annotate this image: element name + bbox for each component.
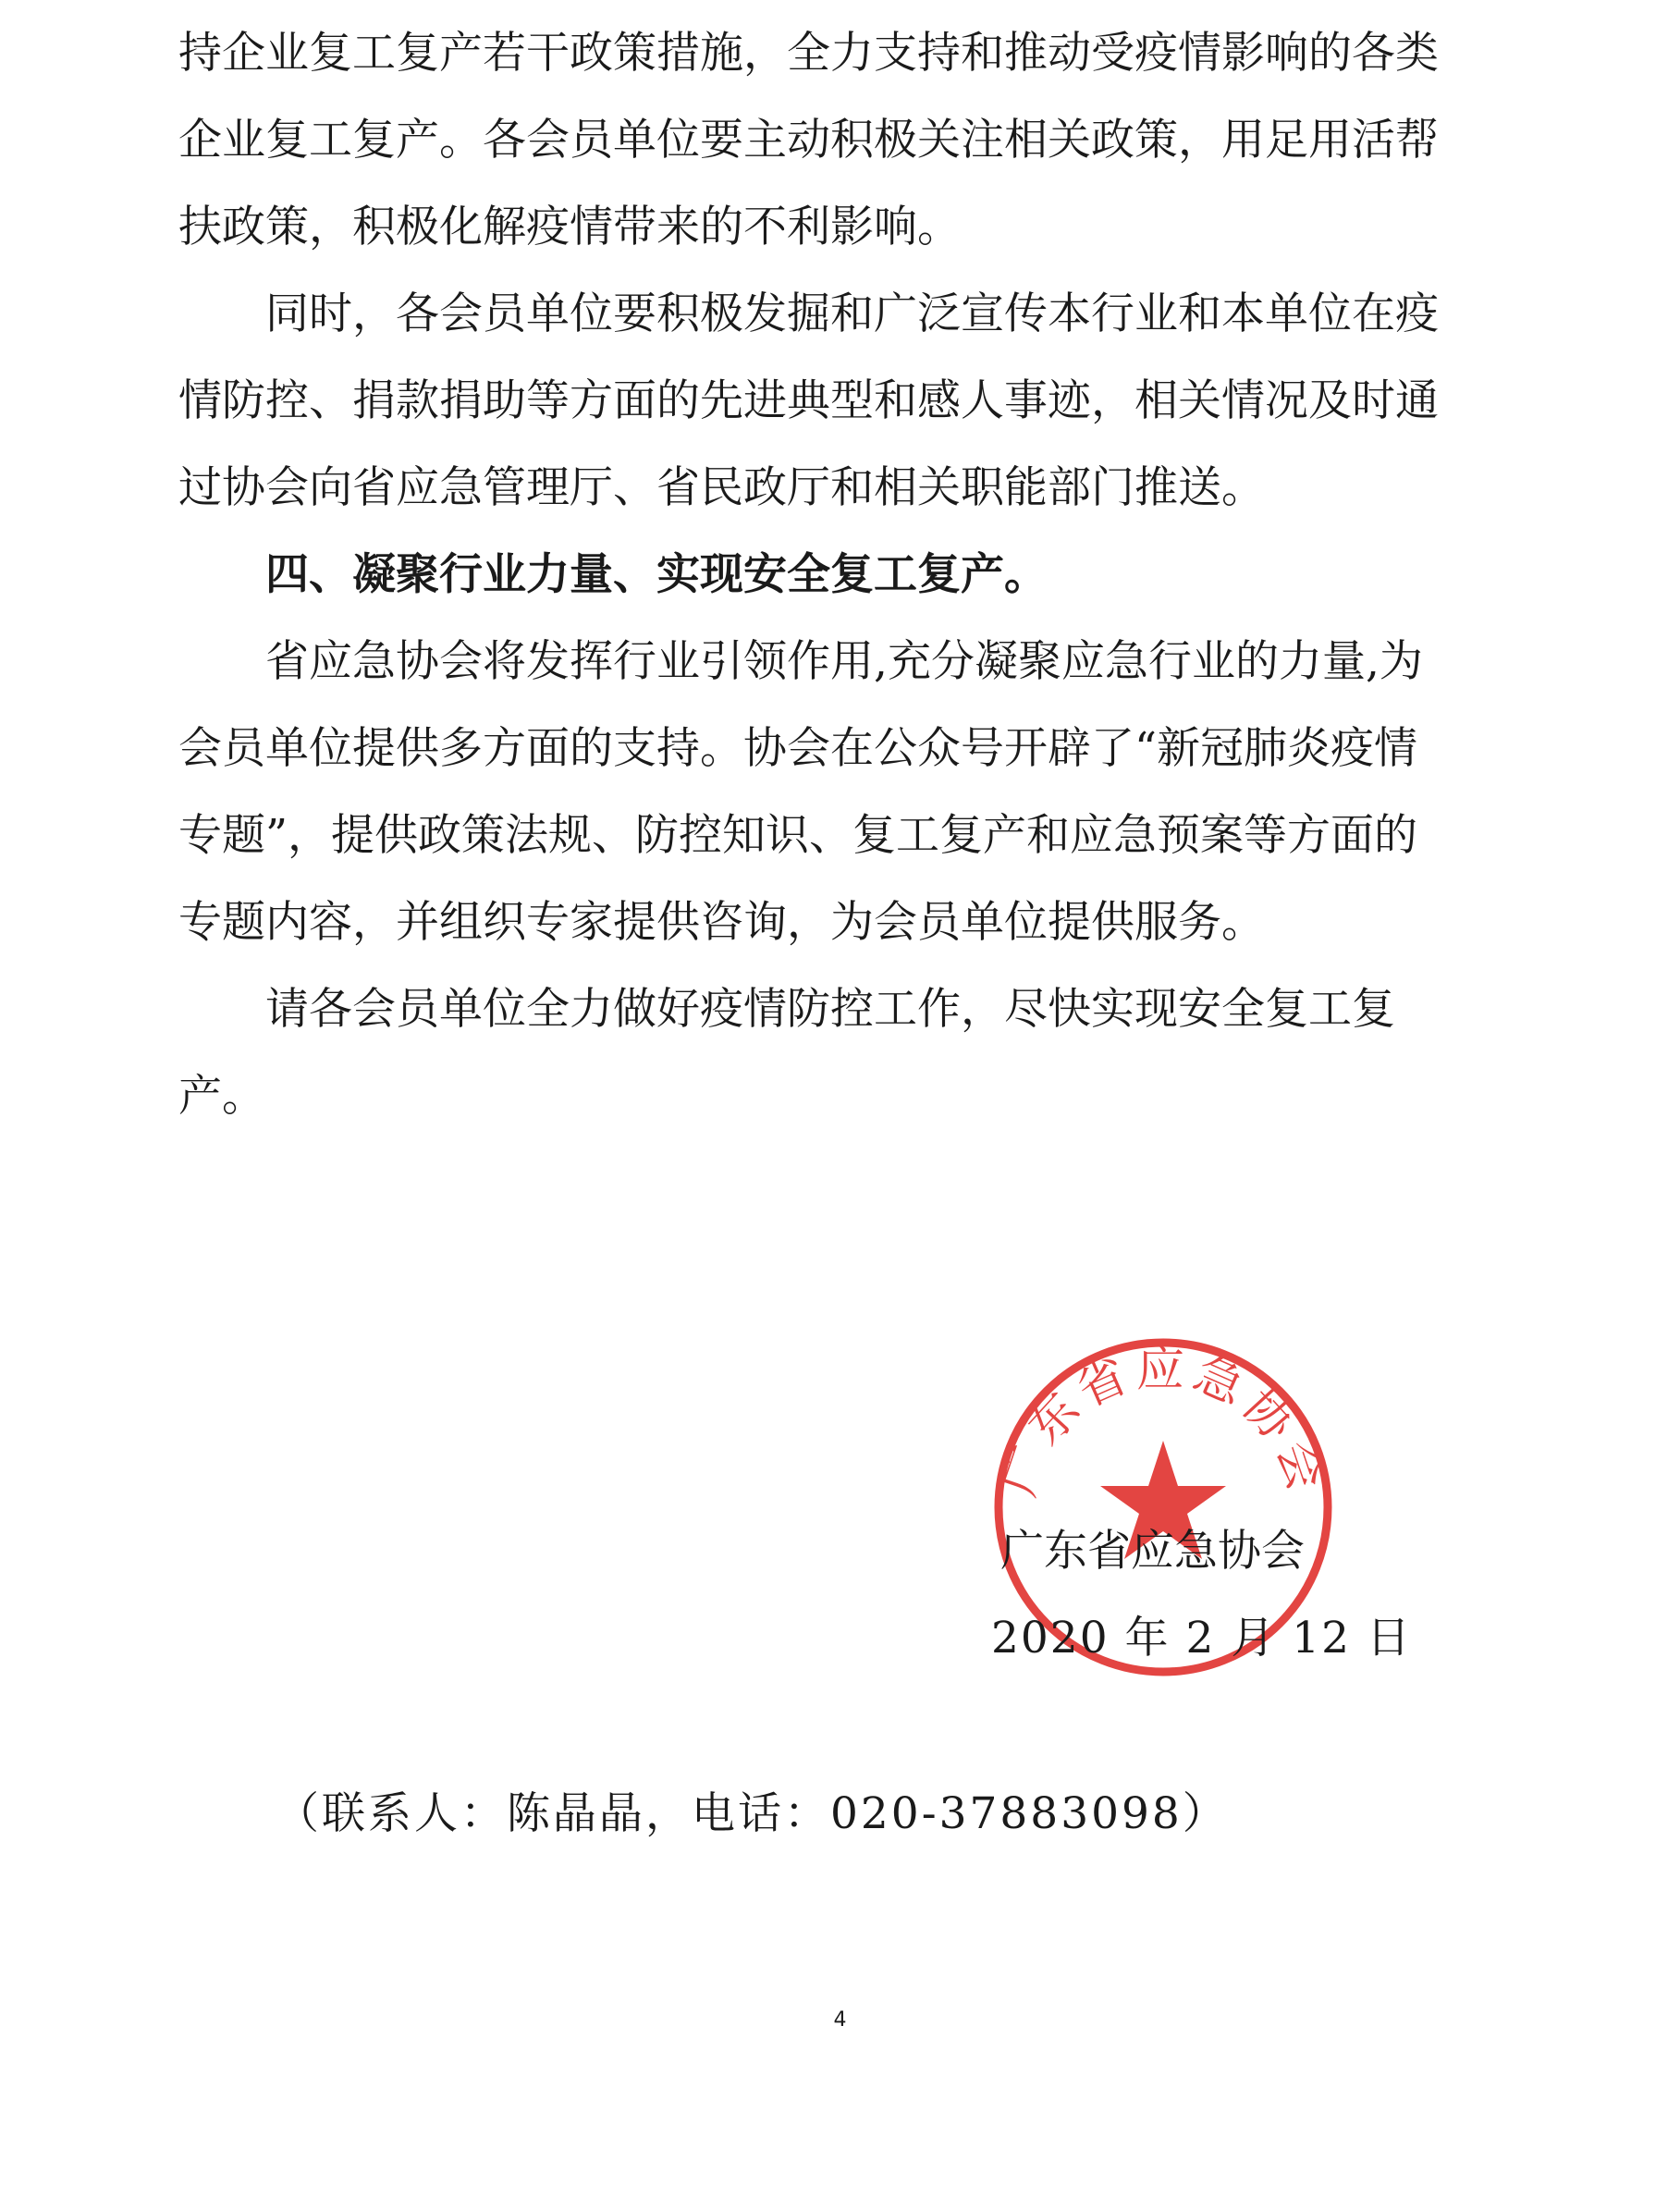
body-line: 持企业复工复产若干政策措施，全力支持和推动受疫情影响的各类 [178,28,1439,79]
page-number: 4 [833,2008,847,2032]
body-line: 专题”，提供政策法规、防控知识、复工复产和应急预案等方面的 [178,810,1418,861]
signer-organization: 广东省应急协会 [1000,1526,1305,1577]
body-line: 产。 [178,1071,265,1122]
body-line: 请各会员单位全力做好疫情防控工作，尽快实现安全复工复 [178,984,1395,1035]
body-line: 专题内容，并组织专家提供咨询，为会员单位提供服务。 [178,897,1265,948]
body-line: 过协会向省应急管理厅、省民政厅和相关职能部门推送。 [178,462,1265,513]
body-line: 扶政策，积极化解疫情带来的不利影响。 [178,202,961,252]
body-line: 同时，各会员单位要积极发掘和广泛宣传本行业和本单位在疫 [178,289,1439,339]
contact-info: （联系人：陈晶晶，电话：020-37883098） [276,1788,1229,1839]
section-heading: 四、凝聚行业力量、实现安全复工复产。 [178,549,1048,600]
body-line: 情防控、捐款捐助等方面的先进典型和感人事迹，相关情况及时通 [178,375,1439,426]
body-line: 省应急协会将发挥行业引领作用,充分凝聚应急行业的力量,为 [178,636,1423,687]
issue-date: 2020 年 2 月 12 日 [991,1613,1413,1664]
body-line: 会员单位提供多方面的支持。协会在公众号开辟了“新冠肺炎疫情 [178,723,1418,774]
seal-text: 广东省应急协会 [990,1342,1336,1504]
body-line: 企业复工复产。各会员单位要主动积极关注相关政策，用足用活帮 [178,115,1439,166]
